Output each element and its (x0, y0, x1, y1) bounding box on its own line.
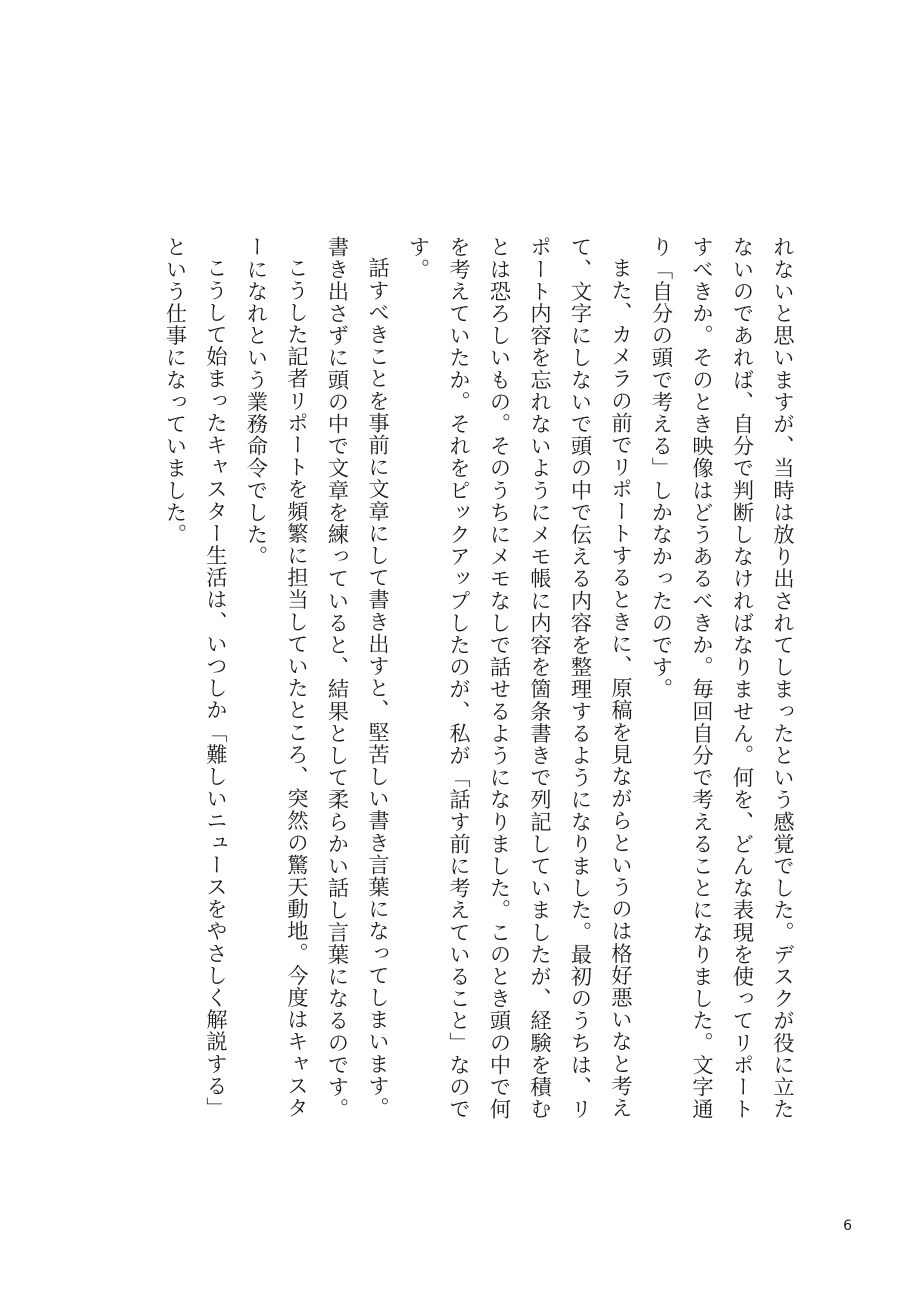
paragraph-2: また、カメラの前でリポートするときに、原稿を見ながらというのは格好悪いなと考えて、文字にしないで頭の中で伝える内容を整理するようになりました。最初のうちは、リポート内容を忘れないようにメモ帳に内容を箇条書きで列記していましたが、経験を積むとは恐ろしいもの。そのうちにメモなしで話せるようになりました。このとき頭の中で何を考えていたか。それをピックアップしたのが、私が「話す前に考えていること」なのです。 (406, 236, 634, 1120)
paragraph-5: こうして始まったキャスター生活は、いつしか「難しいニュースをやさしく解説する」という仕事になっていました。 (163, 236, 229, 1120)
paragraph-1: れないと思いますが、当時は放り出されてしまったという感覚でした。デスクが役に立たないのであれば、自分で判断しなければなりません。何を、どんな表現を使ってリポートすべきか。そのとき映像はどうあるべきか。毎回自分で考えることになりました。文字通り「自分の頭で考える」しかなかったのです。 (649, 236, 796, 1120)
paragraph-3: 話すべきことを事前に文章にして書き出すと、堅苦しい書き言葉になってしまいます。書き出さずに頭の中で文章を練っていると、結果として柔らかい話し言葉になるのです。 (325, 236, 391, 1120)
vertical-text-body (103, 236, 803, 1136)
page-number: 6 (843, 1218, 852, 1234)
paragraph-4: こうした記者リポートを頻繁に担当していたところ、突然の驚天動地。今度はキャスターになれという業務命令でした。 (244, 236, 310, 1120)
